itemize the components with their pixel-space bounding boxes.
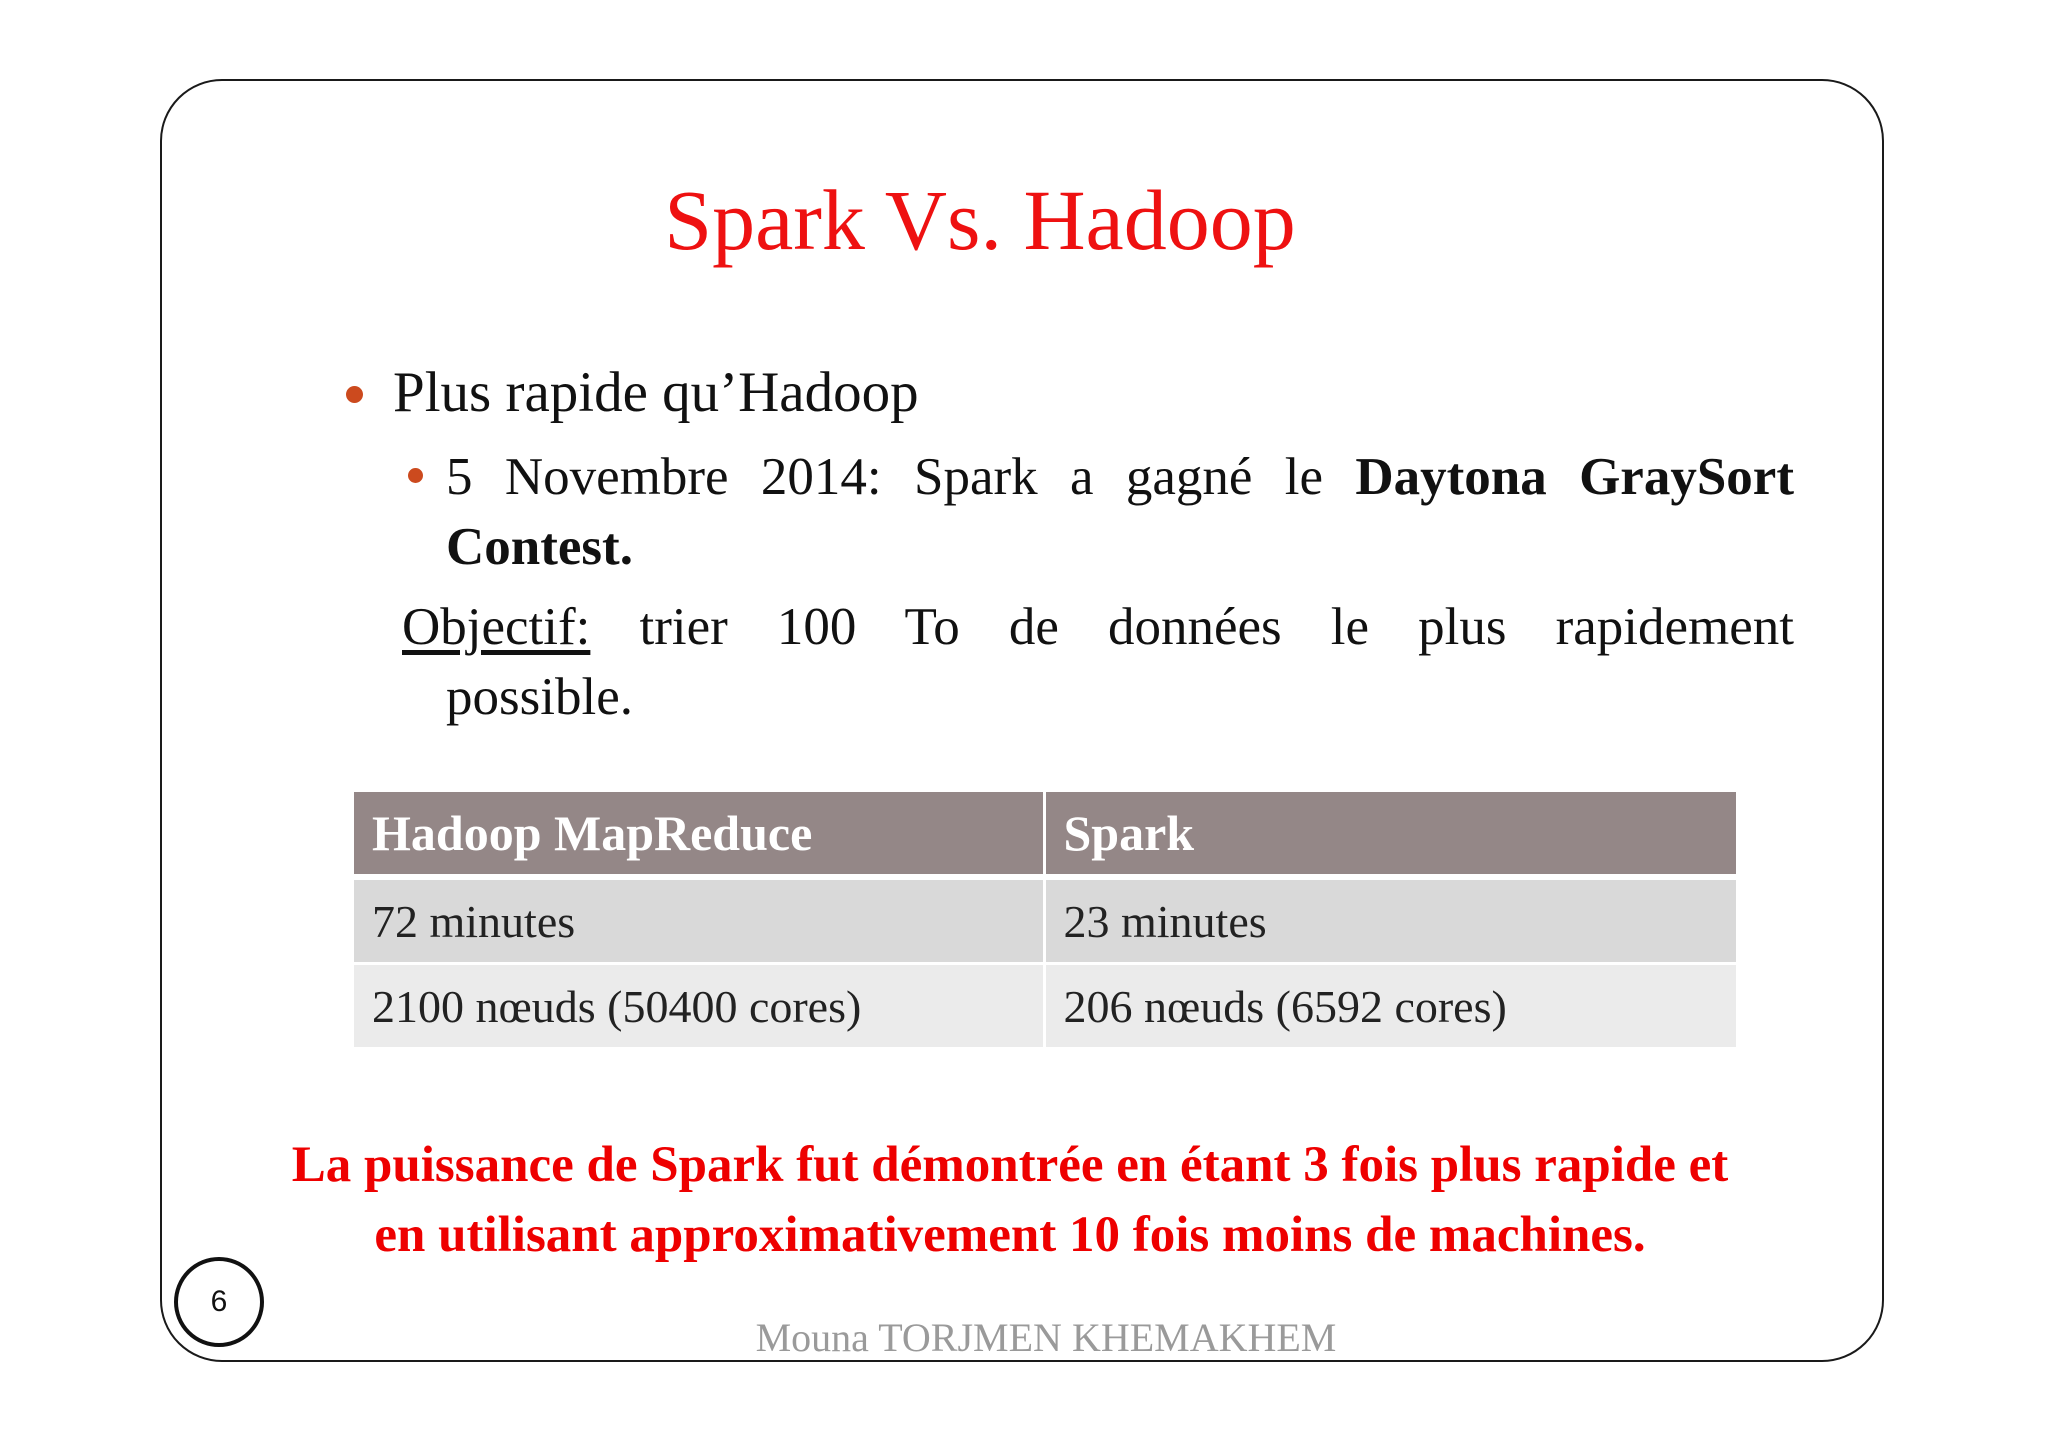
- comparison-table: [354, 792, 1736, 1050]
- table-cell: 72 minutes: [354, 877, 1044, 964]
- objective-text: trier 100 To de données le plus rapidement: [590, 598, 1794, 656]
- conclusion-line-2: en utilisant approximativement 10 fois moins de machines.: [374, 1207, 1646, 1263]
- bullet-level2-continuation: Contest.: [446, 518, 633, 576]
- table-cell: 23 minutes: [1044, 877, 1736, 964]
- table-header-row: [354, 792, 1736, 877]
- table-header-spark: Spark: [1044, 792, 1736, 877]
- objective-label: Objectif:: [402, 598, 591, 656]
- table-row: [354, 964, 1736, 1049]
- bullet-dot-icon: [346, 386, 363, 403]
- conclusion-text: [0, 1130, 2020, 1270]
- objective-continuation: possible.: [446, 668, 633, 726]
- footer-author: Mouna TORJMEN KHEMAKHEM: [755, 1315, 1337, 1360]
- table-cell: 2100 nœuds (50400 cores): [354, 964, 1044, 1049]
- conclusion-line-1: La puissance de Spark fut démontrée en étant 3 fois plus rapide et: [291, 1137, 1729, 1193]
- slide-title: Spark Vs. Hadoop: [664, 172, 1296, 268]
- objective-line: [402, 592, 1794, 662]
- page-number: 6: [210, 1285, 228, 1318]
- bullet-level2: [446, 442, 1794, 512]
- table-row: [354, 877, 1736, 964]
- bullet-level1: Plus rapide qu’Hadoop: [393, 361, 919, 424]
- bullet-level2-text: 5 Novembre 2014: Spark a gagné le: [446, 448, 1356, 506]
- table-cell: 206 nœuds (6592 cores): [1044, 964, 1736, 1049]
- bullet-level2-bold: Daytona GraySort: [1355, 448, 1794, 506]
- table-header-hadoop: Hadoop MapReduce: [354, 792, 1044, 877]
- sub-bullet-dot-icon: [408, 468, 423, 483]
